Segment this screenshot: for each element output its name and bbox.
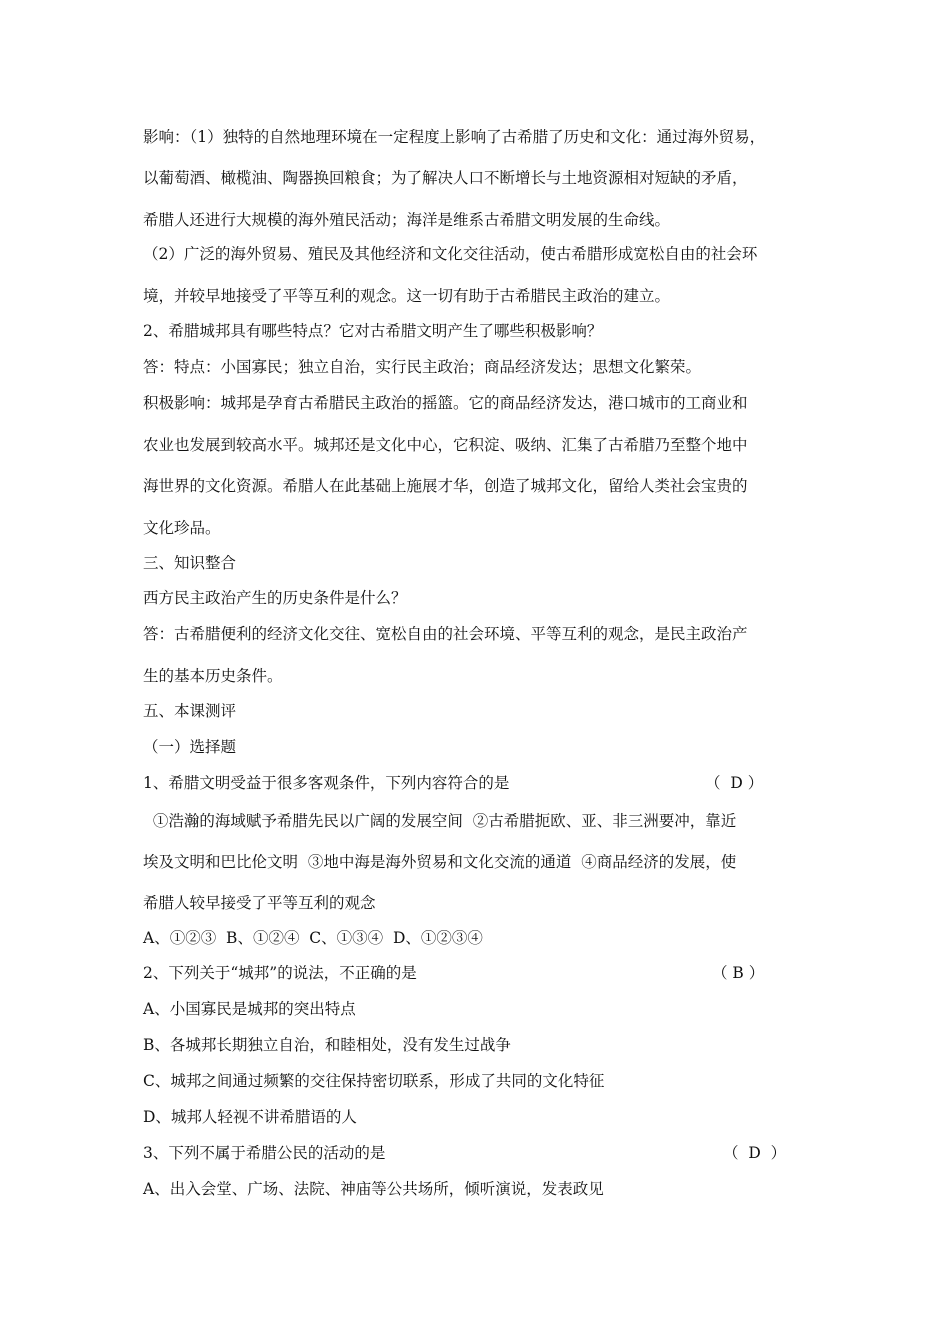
text-line: 答：古希腊便利的经济文化交往、宽松自由的社会环境、平等互利的观念，是民主政治产 <box>143 625 748 643</box>
answer-q1: （ D ） <box>705 774 764 792</box>
text-line: 希腊人较早接受了平等互利的观念 <box>143 894 376 912</box>
text-line: 积极影响：城邦是孕育古希腊民主政治的摇篮。它的商品经济发达，港口城市的工商业和 <box>143 394 748 412</box>
section-heading: 五、本课测评 <box>143 702 237 720</box>
question-heading: 2、希腊城邦具有哪些特点？它对古希腊文明产生了哪些积极影响？ <box>143 322 603 340</box>
text-line: ①浩瀚的海域赋予希腊先民以广阔的发展空间 ②古希腊扼欧、亚、非三洲要冲，靠近 <box>143 812 737 830</box>
text-line: 境，并较早地接受了平等互利的观念。这一切有助于古希腊民主政治的建立。 <box>143 287 671 305</box>
option-d: D、城邦人轻视不讲希腊语的人 <box>143 1108 357 1126</box>
text-line: 影响：（1）独特的自然地理环境在一定程度上影响了古希腊了历史和文化：通过海外贸易， <box>143 128 766 146</box>
question-1: 1、希腊文明受益于很多客观条件，下列内容符合的是 <box>143 774 510 792</box>
text-line: 生的基本历史条件。 <box>143 667 283 685</box>
text-line: 答：特点：小国寡民；独立自治，实行民主政治；商品经济发达；思想文化繁荣。 <box>143 358 702 376</box>
option-a: A、出入会堂、广场、法院、神庙等公共场所，倾听演说，发表政见 <box>143 1180 604 1198</box>
subsection-heading: （一）选择题 <box>143 738 237 756</box>
option-c: C、城邦之间通过频繁的交往保持密切联系，形成了共同的文化特征 <box>143 1072 605 1090</box>
text-line: 以葡萄酒、橄榄油、陶器换回粮食；为了解决人口不断增长与土地资源相对短缺的矛盾， <box>143 169 748 187</box>
text-line: 希腊人还进行大规模的海外殖民活动；海洋是维系古希腊文明发展的生命线。 <box>143 211 671 229</box>
text-line: 农业也发展到较高水平。城邦还是文化中心，它积淀、吸纳、汇集了古希腊乃至整个地中 <box>143 436 748 454</box>
answer-q2: （ B ） <box>712 964 765 982</box>
text-line: 海世界的文化资源。希腊人在此基础上施展才华，创造了城邦文化，留给人类社会宝贵的 <box>143 477 748 495</box>
text-line: 埃及文明和巴比伦文明 ③地中海是海外贸易和文化交流的通道 ④商品经济的发展，使 <box>143 853 737 871</box>
question-2: 2、下列关于“城邦”的说法，不正确的是 <box>143 964 417 982</box>
question-3: 3、下列不属于希腊公民的活动的是 <box>143 1144 386 1162</box>
option-a: A、小国寡民是城邦的突出特点 <box>143 1000 356 1018</box>
answer-q3: （ D ） <box>723 1144 787 1162</box>
text-line: （2）广泛的海外贸易、殖民及其他经济和文化交往活动，使古希腊形成宽松自由的社会环 <box>143 245 758 263</box>
section-heading: 三、知识整合 <box>143 554 237 572</box>
question-heading: 西方民主政治产生的历史条件是什么？ <box>143 589 407 607</box>
text-line: 文化珍品。 <box>143 519 221 537</box>
option-b: B、各城邦长期独立自治，和睦相处，没有发生过战争 <box>143 1036 511 1054</box>
options-line: A、①②③ B、①②④ C、①③④ D、①②③④ <box>143 929 483 947</box>
